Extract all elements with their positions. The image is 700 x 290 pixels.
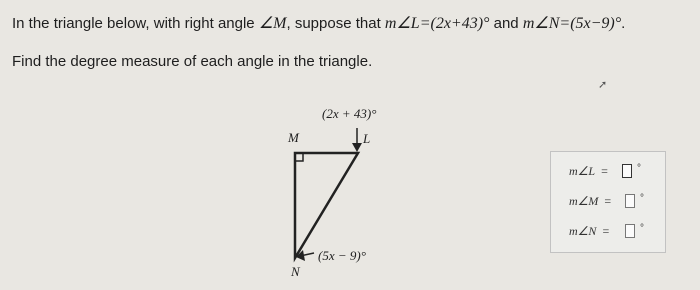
- equals-sign: =: [604, 194, 612, 208]
- equation-n: m∠N=(5x−9)°: [522, 15, 622, 32]
- top-arrow-head: [352, 143, 362, 152]
- equals-sign: =: [602, 224, 610, 238]
- answer-label-m: m∠M: [569, 194, 599, 208]
- degree-symbol-m: °: [640, 193, 644, 204]
- answer-label-n: m∠N: [569, 224, 597, 238]
- equation-l: m∠L=(2x+43)°: [384, 15, 490, 32]
- problem-statement: [12, 14, 625, 34]
- answer-input-m[interactable]: [625, 194, 635, 208]
- answer-label-l: m∠L: [569, 164, 596, 178]
- answer-row-m: [569, 194, 617, 209]
- problem-text: [12, 14, 625, 72]
- degree-symbol-l: °: [637, 163, 641, 174]
- vertex-l-label: L: [363, 131, 371, 146]
- end-text: .: [621, 15, 626, 32]
- intro-text: In the triangle below, with right angle: [12, 15, 259, 32]
- mid-text: , suppose that: [286, 15, 385, 32]
- answer-row-l: [569, 164, 614, 179]
- degree-symbol-n: °: [640, 223, 644, 234]
- instruction-text: Find the degree measure of each angle in the triangle.: [12, 53, 373, 70]
- answer-input-l[interactable]: [622, 164, 632, 178]
- answer-row-n: [569, 224, 615, 239]
- and-text: and: [489, 15, 523, 32]
- angle-l-label: (2x + 43)°: [322, 106, 377, 121]
- pointer-icon: ➚: [598, 79, 608, 91]
- answer-input-n[interactable]: [625, 224, 635, 238]
- equals-sign: =: [601, 164, 608, 178]
- answer-panel: [550, 151, 666, 253]
- triangle-shape: [295, 153, 358, 258]
- vertex-m-label: M: [288, 130, 299, 145]
- triangle-figure: [270, 100, 450, 285]
- angle-n-label: (5x − 9)°: [318, 248, 366, 263]
- vertex-n-label: N: [291, 264, 300, 279]
- angle-m-text: ∠M: [258, 15, 287, 32]
